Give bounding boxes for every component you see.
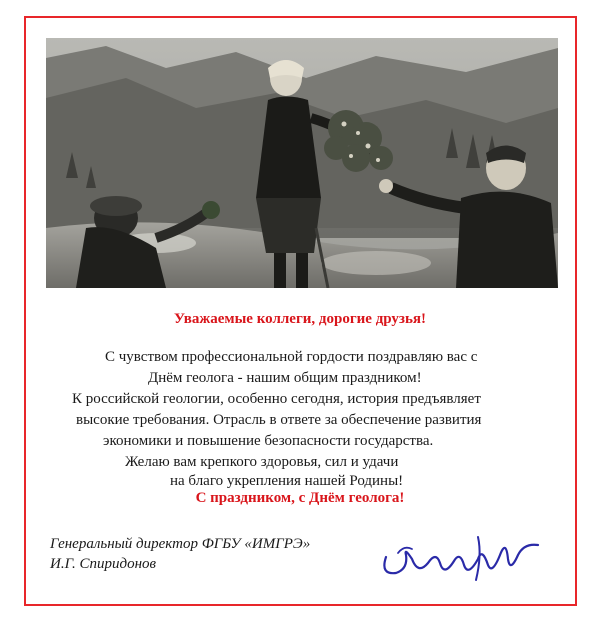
photo-illustration bbox=[46, 38, 558, 288]
greeting-line-2: Днём геолога - нашим общим праздником! bbox=[148, 370, 422, 386]
geologists-photo bbox=[46, 38, 558, 288]
greeting-line-4: высокие требования. Отрасль в ответе за обеспечение развития bbox=[76, 412, 482, 428]
greeting-line-6: Желаю вам крепкого здоровья, сил и удачи bbox=[125, 454, 399, 470]
greeting-line-7: на благо укрепления нашей Родины! bbox=[170, 473, 404, 489]
greeting-title: Уважаемые коллеги, дорогие друзья! bbox=[173, 311, 427, 327]
greeting-line-1: С чувством профессиональной гордости поздравляю вас с bbox=[105, 349, 478, 365]
closing-line: С праздником, с Днём геолога! bbox=[195, 490, 405, 506]
signature-block bbox=[50, 534, 310, 574]
handwritten-signature bbox=[378, 525, 548, 585]
greeting-line-3: К российской геологии, особенно сегодня, история предъявляет bbox=[72, 391, 481, 407]
greeting-line-5: экономики и повышение безопасности государства. bbox=[103, 433, 434, 449]
signatory-name: И.Г. Спиридонов bbox=[50, 556, 157, 572]
signatory-position: Генеральный директор ФГБУ «ИМГРЭ» bbox=[50, 536, 311, 552]
